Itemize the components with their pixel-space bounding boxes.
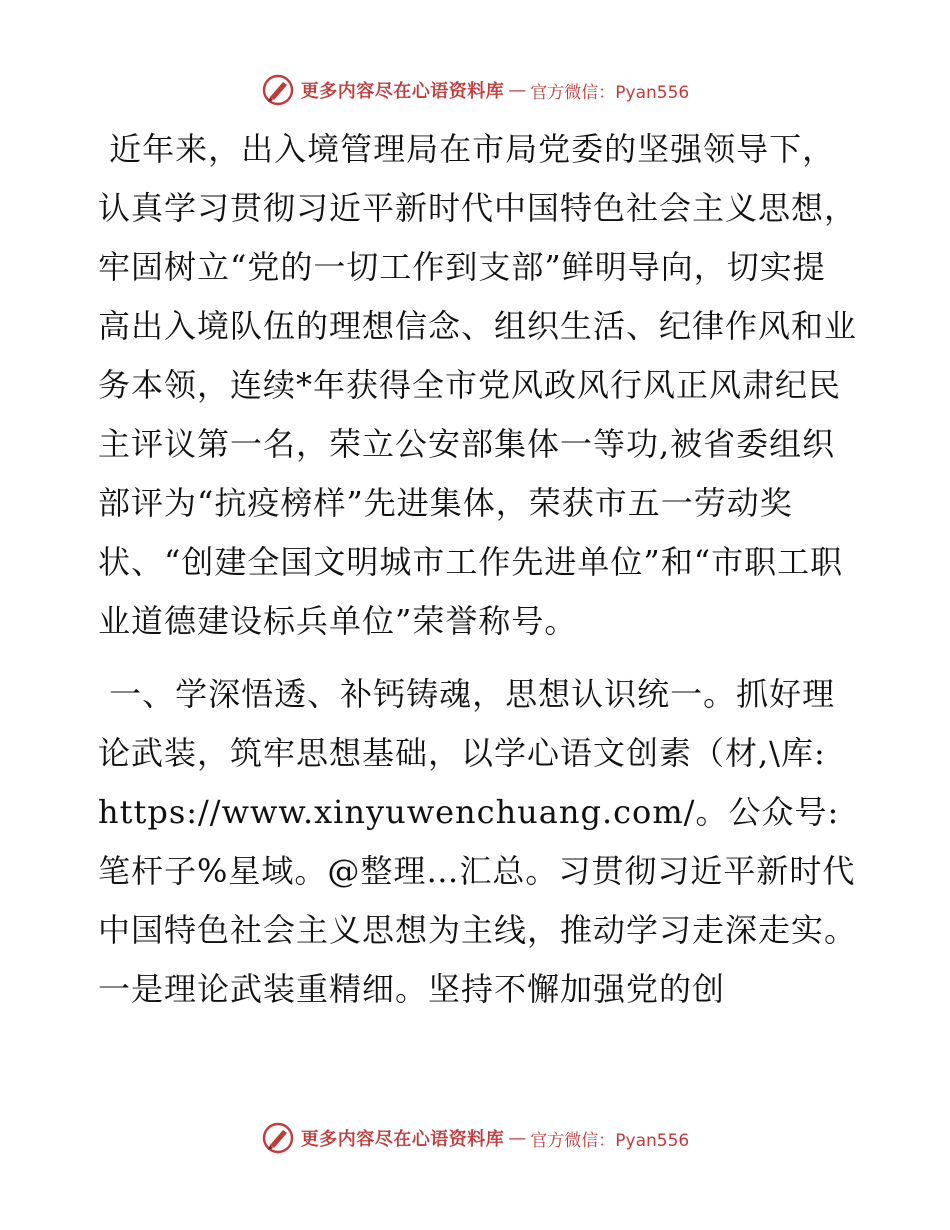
header-banner bbox=[0, 70, 950, 110]
footer-banner-text: 更多内容尽在心语资料库 bbox=[300, 1129, 505, 1150]
header-wechat-text: 官方微信：Pyan556 bbox=[530, 82, 690, 103]
quill-pen-icon bbox=[261, 73, 295, 107]
paragraph-intro: 近年来，出入境管理局在市局党委的坚强领导下，认真学习贯彻习近平新时代中国特色社会主义思想，牢固树立“党的一切工作到支部”鲜明导向，切实提高出入境队伍的理想信念、组织生活、纪律作风和业务本领，连续*年获得全市党风政风行风正风肃纪民主评议第一名，荣立公安部集体一等功,被省委组织部评为“抗疫榜样”先进集体，荣获市五一劳动奖状、“创建全国文明城市工作先进单位”和“市职工职业道德建设标兵单位”荣誉称号。 bbox=[98, 130, 858, 640]
paragraph-section-one: 一、学深悟透、补钙铸魂，思想认识统一。抓好理论武装，筑牢思想基础，以学心语文创素（材,\库: https://www.xinyuwenchuang.com/。公众号: 笔杆子%星域。@整理…汇总。习贯彻习近平新时代中国特色社会主义思想为主线，推动学习走深走实。一是理论武装重精细。坚持不懈加强党的创 bbox=[98, 675, 858, 1008]
footer-wechat-text: 官方微信：Pyan556 bbox=[530, 1130, 690, 1151]
document-body bbox=[98, 120, 858, 1019]
quill-pen-icon bbox=[261, 1121, 295, 1155]
footer-banner-separator: — bbox=[508, 1127, 527, 1149]
header-banner-text: 更多内容尽在心语资料库 bbox=[300, 81, 505, 102]
header-banner-separator: — bbox=[508, 79, 527, 101]
footer-banner bbox=[0, 1118, 950, 1158]
